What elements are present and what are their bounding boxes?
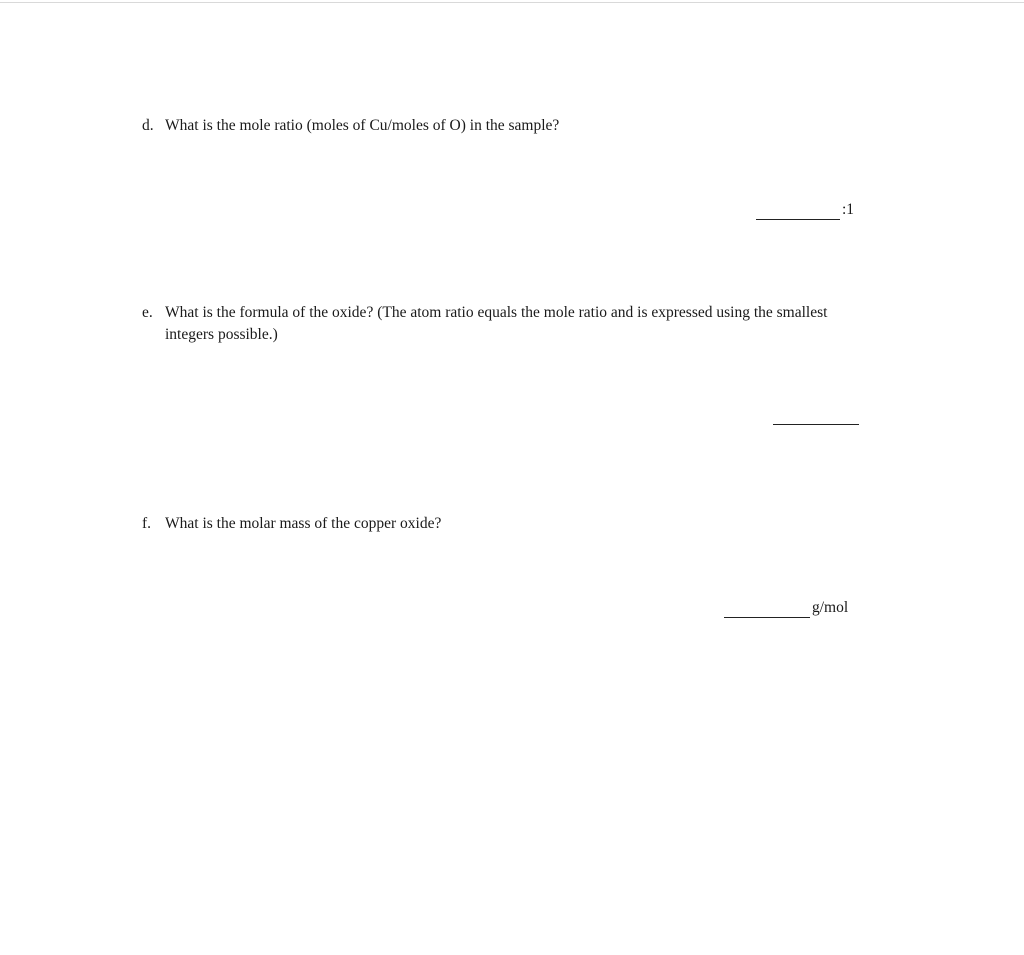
page-top-border [0, 2, 1024, 3]
answer-blank[interactable] [756, 205, 840, 220]
question-d [142, 115, 862, 137]
question-letter: d. [142, 117, 154, 134]
answer-suffix: :1 [842, 201, 855, 218]
question-text: What is the molar mass of the copper oxide? [165, 515, 442, 532]
question-text: What is the mole ratio (moles of Cu/moles of O) in the sample? [165, 117, 560, 134]
question-e [142, 302, 862, 346]
answer-suffix: g/mol [812, 599, 849, 616]
question-letter: f. [142, 515, 152, 532]
answer-f [724, 598, 848, 618]
question-letter: e. [142, 304, 153, 321]
answer-blank[interactable] [724, 603, 810, 618]
question-text: What is the formula of the oxide? (The atom ratio equals the mole ratio and is expressed using the smallest integers possible.) [165, 304, 828, 343]
answer-d [756, 200, 854, 220]
question-f [142, 513, 862, 535]
answer-blank[interactable] [773, 410, 859, 425]
answer-e [773, 410, 861, 425]
